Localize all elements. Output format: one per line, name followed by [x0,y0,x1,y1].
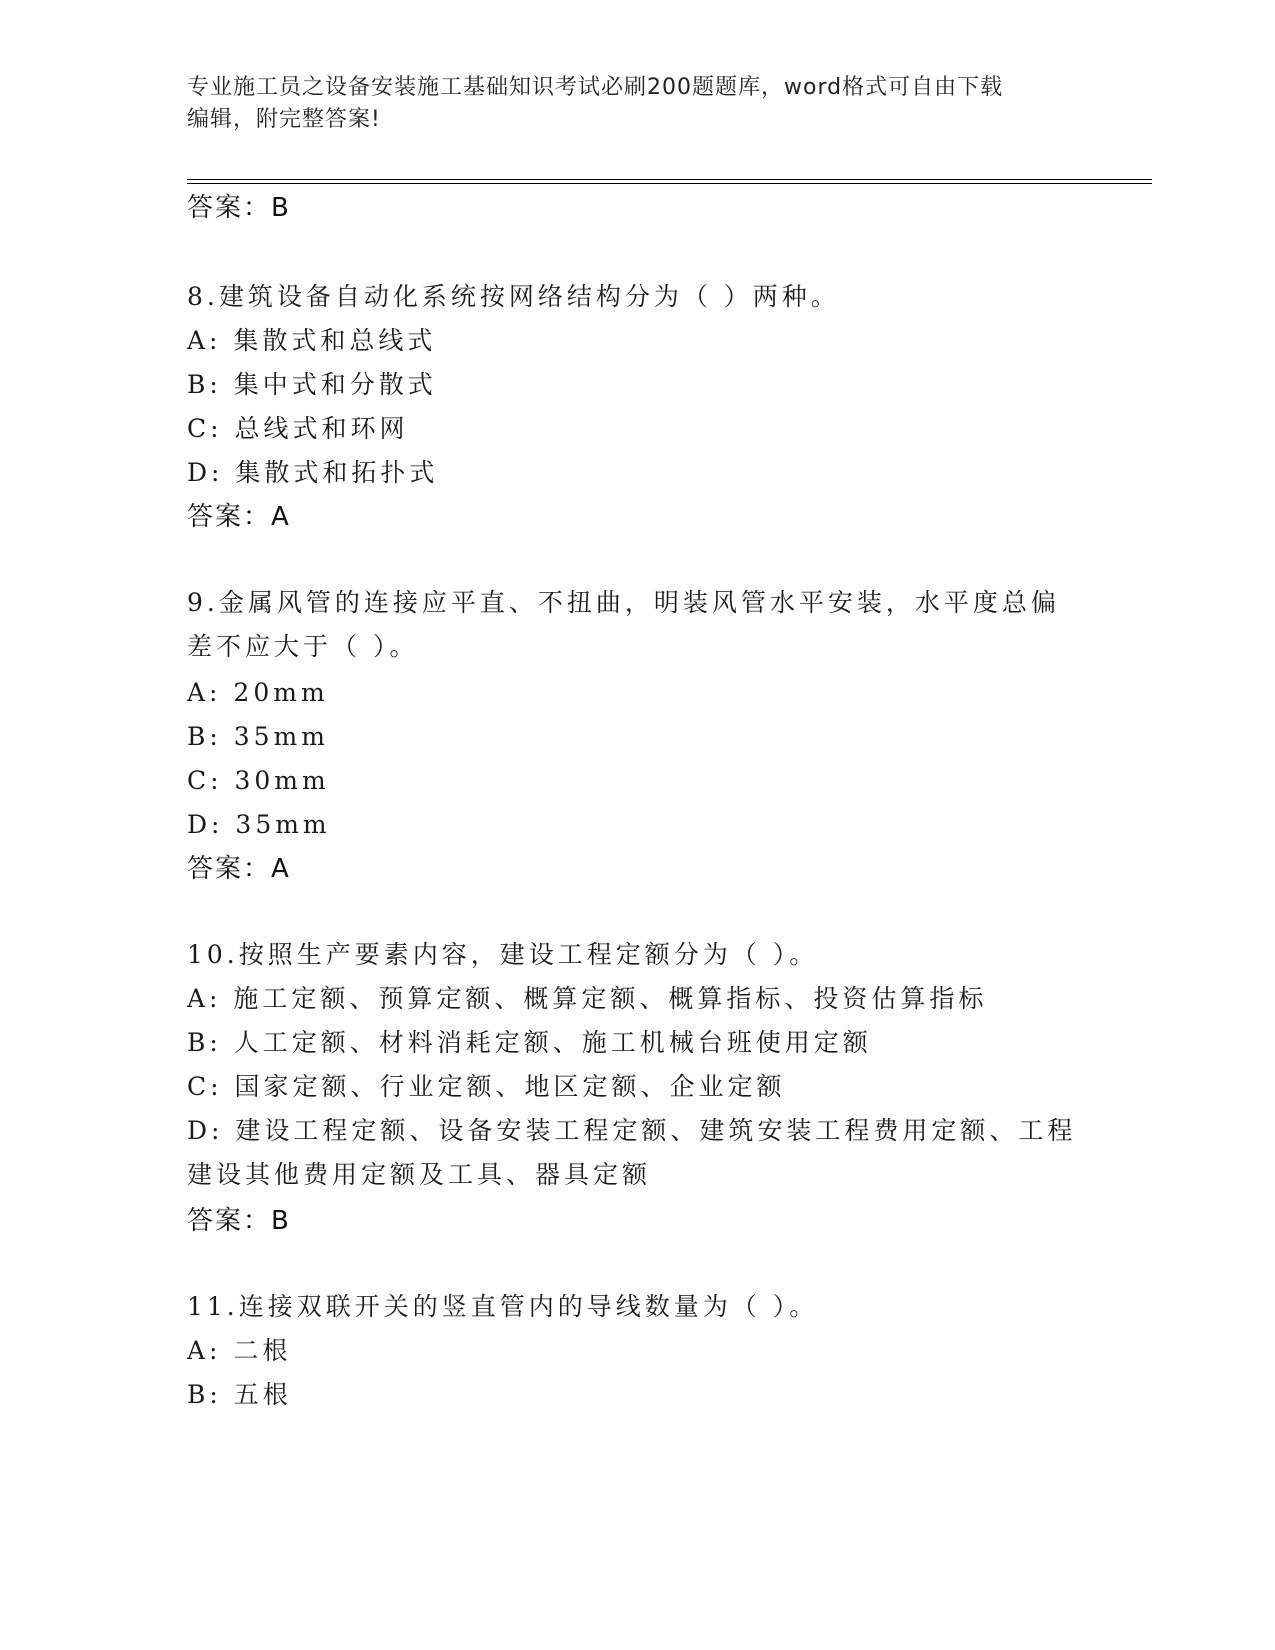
question-8-stem: 8.建筑设备自动化系统按网络结构分为（ ）两种。 [187,282,840,311]
header-line-2: 编辑，附完整答案! [187,107,381,132]
question-9-option-a: A: 20mm [187,678,329,707]
question-10-stem: 10.按照生产要素内容，建设工程定额分为（ ）。 [187,940,819,969]
question-9-stem-line-1: 9.金属风管的连接应平直、不扭曲，明装风管水平安装，水平度总偏 [187,588,1060,617]
question-8-option-b: B: 集中式和分散式 [187,370,437,399]
answer-q9: 答案：A [187,854,291,884]
question-9-option-d: D: 35mm [187,810,331,839]
question-11-option-a: A: 二根 [187,1336,292,1365]
question-8-option-d: D: 集散式和拓扑式 [187,458,439,487]
question-10-option-d-line-2: 建设其他费用定额及工具、器具定额 [187,1160,652,1189]
document-header [187,72,1067,136]
question-10-option-c: C: 国家定额、行业定额、地区定额、企业定额 [187,1072,786,1101]
question-11-stem: 11.连接双联开关的竖直管内的导线数量为（ ）。 [187,1292,819,1321]
question-8-option-a: A: 集散式和总线式 [187,326,437,355]
header-divider-top [187,179,1152,180]
question-9-stem-line-2: 差不应大于（ ）。 [187,632,419,661]
question-10-option-b: B: 人工定额、材料消耗定额、施工机械台班使用定额 [187,1028,872,1057]
question-11-option-b: B: 五根 [187,1380,292,1409]
question-9-option-b: B: 35mm [187,722,329,751]
answer-q7: 答案：B [187,193,291,223]
question-10-option-a: A: 施工定额、预算定额、概算定额、概算指标、投资估算指标 [187,984,988,1013]
question-8-option-c: C: 总线式和环网 [187,414,409,443]
question-10-option-d: D: 建设工程定额、设备安装工程定额、建筑安装工程费用定额、工程 [187,1116,1077,1145]
header-divider-bottom [187,183,1152,184]
answer-q8: 答案：A [187,502,291,532]
question-9-option-c: C: 30mm [187,766,330,795]
answer-q10: 答案：B [187,1206,291,1236]
header-line-1: 专业施工员之设备安装施工基础知识考试必刷200题题库，word格式可自由下载 [187,75,1004,100]
